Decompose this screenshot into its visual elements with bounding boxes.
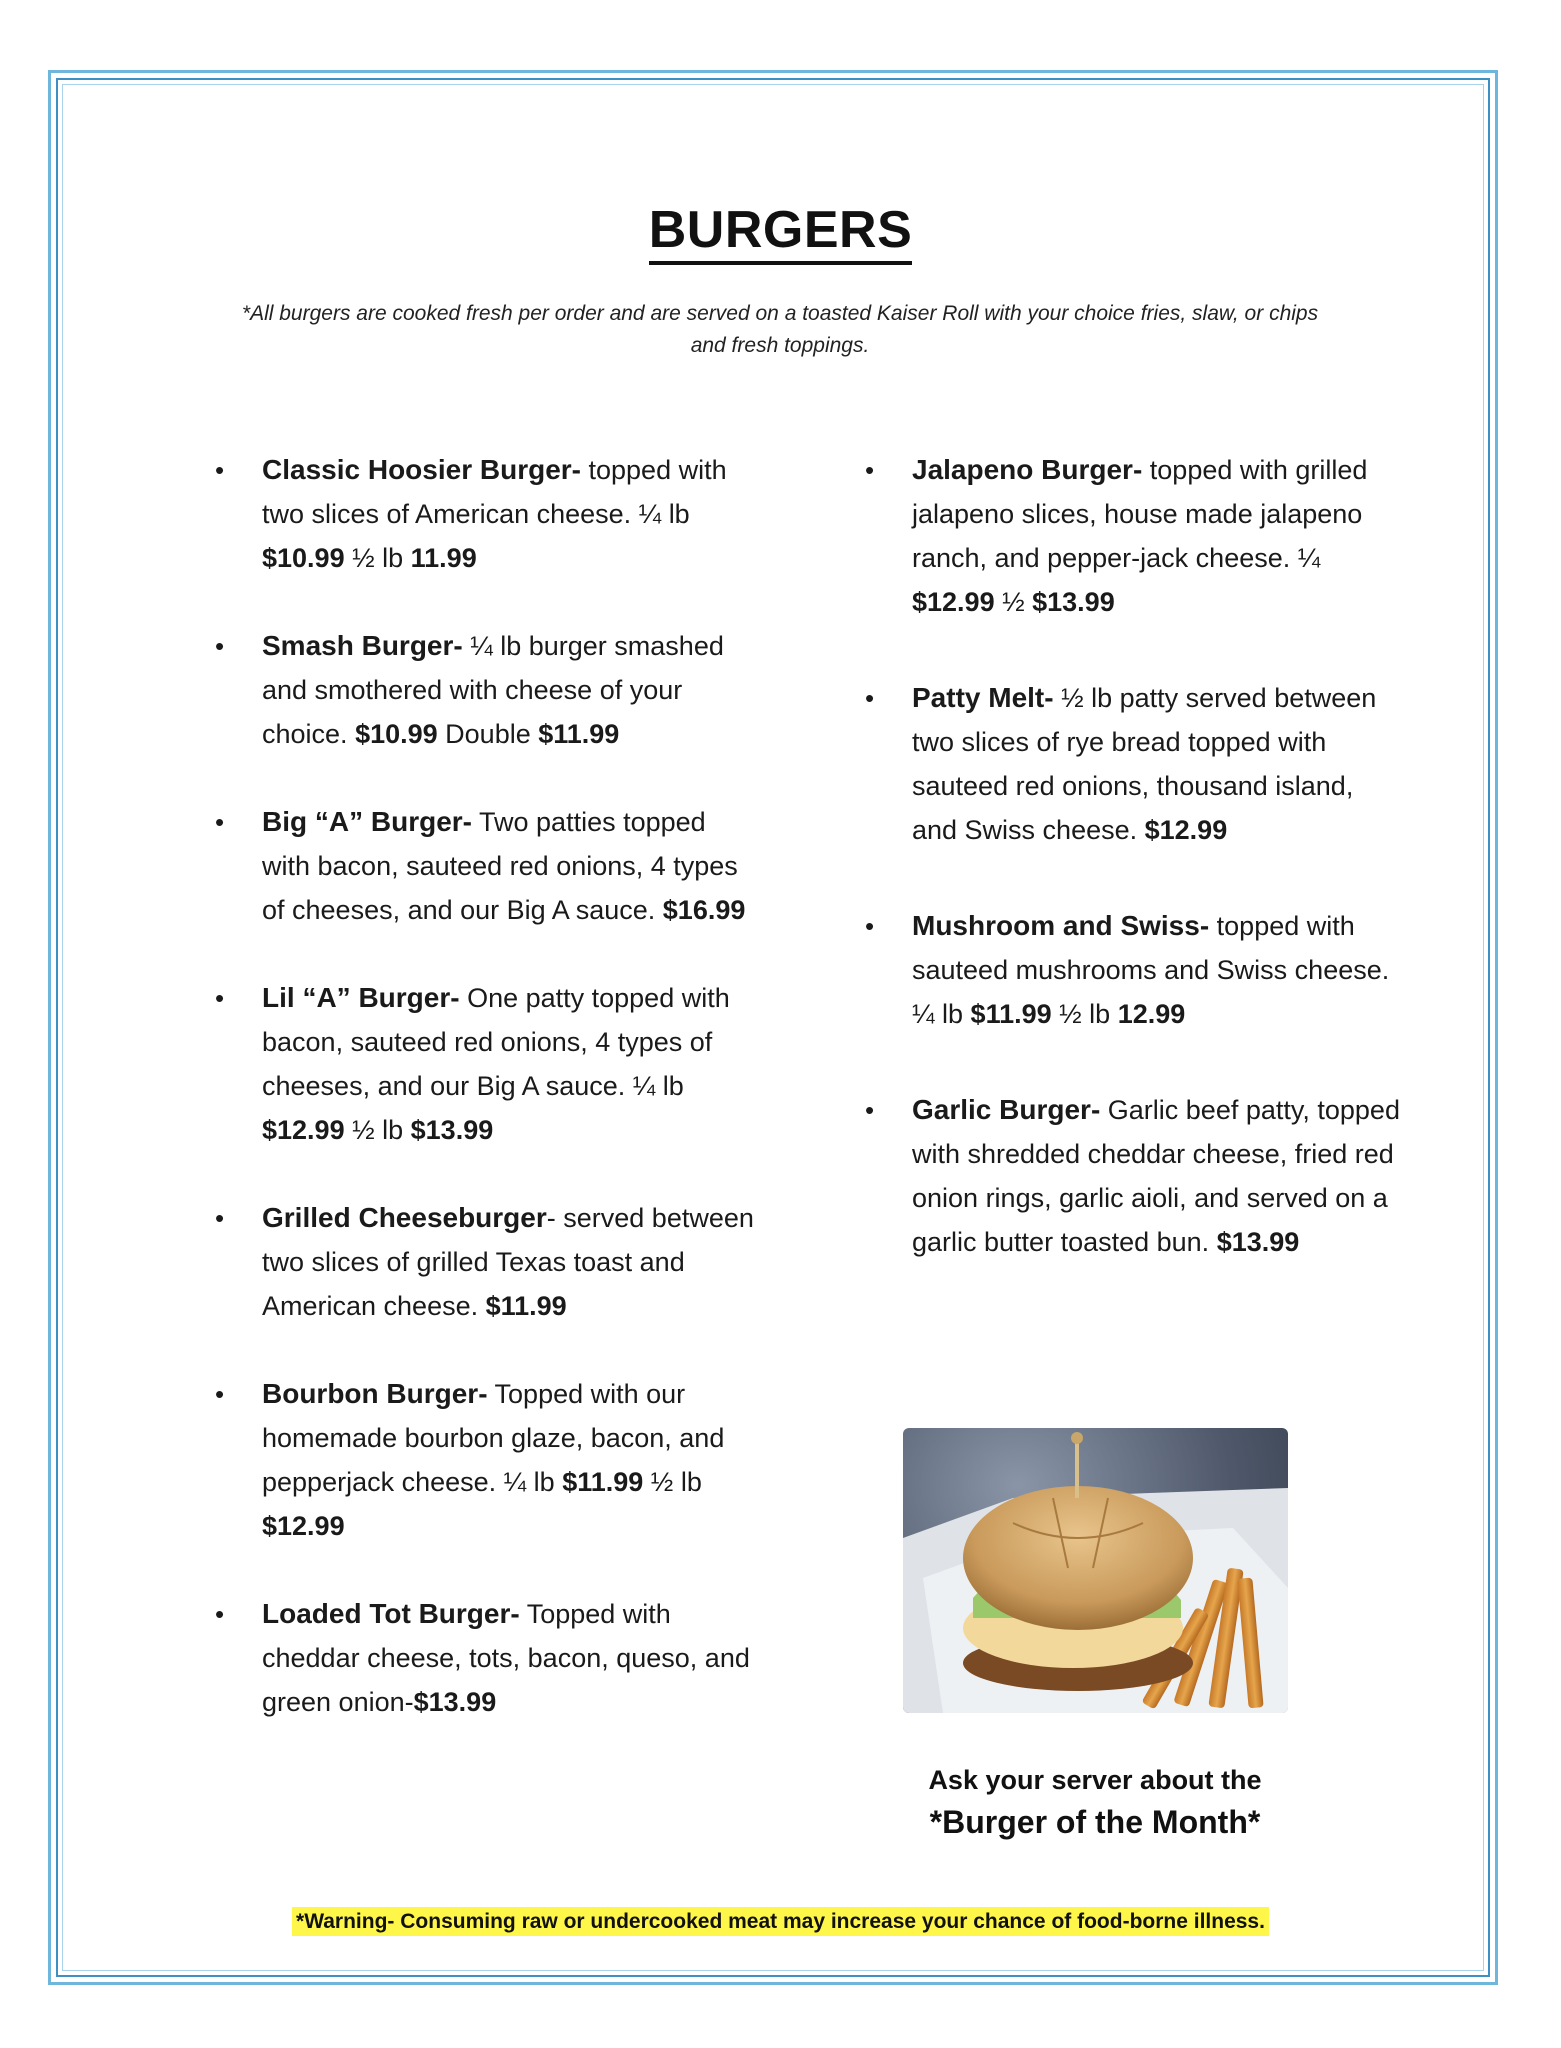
item-desc: - served between two slices of grilled Texas toast and American cheese. (262, 1203, 754, 1321)
warning-text: *Warning- Consuming raw or undercooked meat may increase your chance of food-borne illness. (292, 1907, 1269, 1936)
item-name: Big “A” Burger- (262, 806, 472, 837)
item-desc: Topped with cheddar cheese, tots, bacon, queso, and green onion- (262, 1599, 750, 1717)
menu-item (865, 904, 1405, 1036)
bullet: • (865, 683, 875, 713)
item-size: ½ lb (344, 1115, 411, 1145)
item-price: $10.99 (355, 719, 438, 749)
bullet: • (215, 1379, 225, 1409)
item-price: $11.99 (970, 999, 1052, 1029)
item-name: Garlic Burger- (912, 1094, 1101, 1125)
item-size: ½ lb (1051, 999, 1118, 1029)
item-desc: Topped with our homemade bourbon glaze, bacon, and pepperjack cheese. ¼ lb (262, 1379, 725, 1497)
item-desc: topped with grilled jalapeno slices, house made jalapeno ranch, and pepper-jack cheese. ¼ (912, 455, 1368, 573)
bullet: • (215, 1203, 225, 1233)
item-size: Double (437, 719, 539, 749)
burger-of-the-month-callout (860, 1760, 1330, 1844)
ask-server-text: Ask your server about the (928, 1765, 1262, 1795)
item-price: $12.99 (912, 587, 995, 617)
right-column (865, 448, 1405, 1264)
item-name: Bourbon Burger- (262, 1378, 488, 1409)
item-price: $11.99 (562, 1467, 644, 1497)
menu-item (865, 448, 1405, 624)
item-name: Jalapeno Burger- (912, 454, 1143, 485)
menu-item (865, 1088, 1405, 1264)
menu-item (215, 624, 755, 756)
item-price: $10.99 (262, 543, 345, 573)
item-price: $12.99 (1144, 815, 1228, 845)
item-price: $13.99 (410, 1115, 494, 1145)
left-column (215, 448, 755, 1724)
menu-title-text: BURGERS (649, 201, 913, 265)
item-desc: Garlic beef patty, topped with shredded cheddar cheese, fried red onion rings, garlic aioli, and served on a garlic butter toasted bun. (912, 1095, 1400, 1257)
burger-photo (903, 1428, 1288, 1713)
subtitle-line-2: and fresh toppings. (690, 334, 870, 357)
bullet: • (215, 631, 225, 661)
item-size: ½ lb (643, 1467, 702, 1497)
subtitle-line-1: *All burgers are cooked fresh per order and are served on a toasted Kaiser Roll with your choice fries, slaw, or chips (241, 302, 1319, 325)
item-name: Classic Hoosier Burger- (262, 454, 581, 485)
item-name: Grilled Cheeseburger (262, 1202, 547, 1233)
menu-item (865, 676, 1405, 852)
item-desc: topped with two slices of American cheese. ¼ lb (262, 455, 727, 529)
item-size: ½ lb (344, 543, 411, 573)
item-price: $12.99 (262, 1511, 345, 1541)
burger-illustration (903, 1428, 1288, 1713)
menu-item (215, 1372, 755, 1548)
bullet: • (215, 807, 225, 837)
bullet: • (215, 1599, 225, 1629)
item-size: ½ (994, 587, 1033, 617)
item-name: Loaded Tot Burger- (262, 1598, 520, 1629)
item-name: Lil “A” Burger- (262, 982, 460, 1013)
menu-item (215, 448, 755, 580)
menu-subtitle (160, 298, 1400, 362)
item-price: $12.99 (262, 1115, 345, 1145)
item-price: $11.99 (538, 719, 620, 749)
item-price: $13.99 (1032, 587, 1115, 617)
item-desc: One patty topped with bacon, sauteed red onions, 4 types of cheeses, and our Big A sauce. ¼ lb (262, 983, 730, 1101)
menu-item (215, 1196, 755, 1328)
item-price: $13.99 (413, 1687, 497, 1717)
bullet: • (865, 455, 875, 485)
item-name: Smash Burger- (262, 630, 463, 661)
item-name: Mushroom and Swiss- (912, 910, 1210, 941)
item-price: 11.99 (410, 543, 477, 573)
warning-notice (0, 1910, 1561, 1934)
item-price: $16.99 (662, 895, 746, 925)
bullet: • (865, 1095, 875, 1125)
item-desc: ¼ lb burger smashed and smothered with cheese of your choice. (262, 631, 724, 749)
item-price: 12.99 (1117, 999, 1186, 1029)
item-desc: topped with sauteed mushrooms and Swiss cheese. ¼ lb (912, 911, 1390, 1029)
item-price: $13.99 (1216, 1227, 1300, 1257)
item-desc: ½ lb patty served between two slices of rye bread topped with sauteed red onions, thousand island, and Swiss cheese. (912, 683, 1377, 845)
item-desc: Two patties topped with bacon, sauteed red onions, 4 types of cheeses, and our Big A sauce. (262, 807, 738, 925)
bullet: • (215, 455, 225, 485)
burger-of-the-month-text: *Burger of the Month* (929, 1804, 1261, 1840)
item-price: $11.99 (485, 1291, 567, 1321)
menu-item (215, 976, 755, 1152)
menu-title (0, 200, 1561, 260)
menu-item (215, 800, 755, 932)
item-name: Patty Melt- (912, 682, 1054, 713)
menu-item (215, 1592, 755, 1724)
bullet: • (215, 983, 225, 1013)
bullet: • (865, 911, 875, 941)
